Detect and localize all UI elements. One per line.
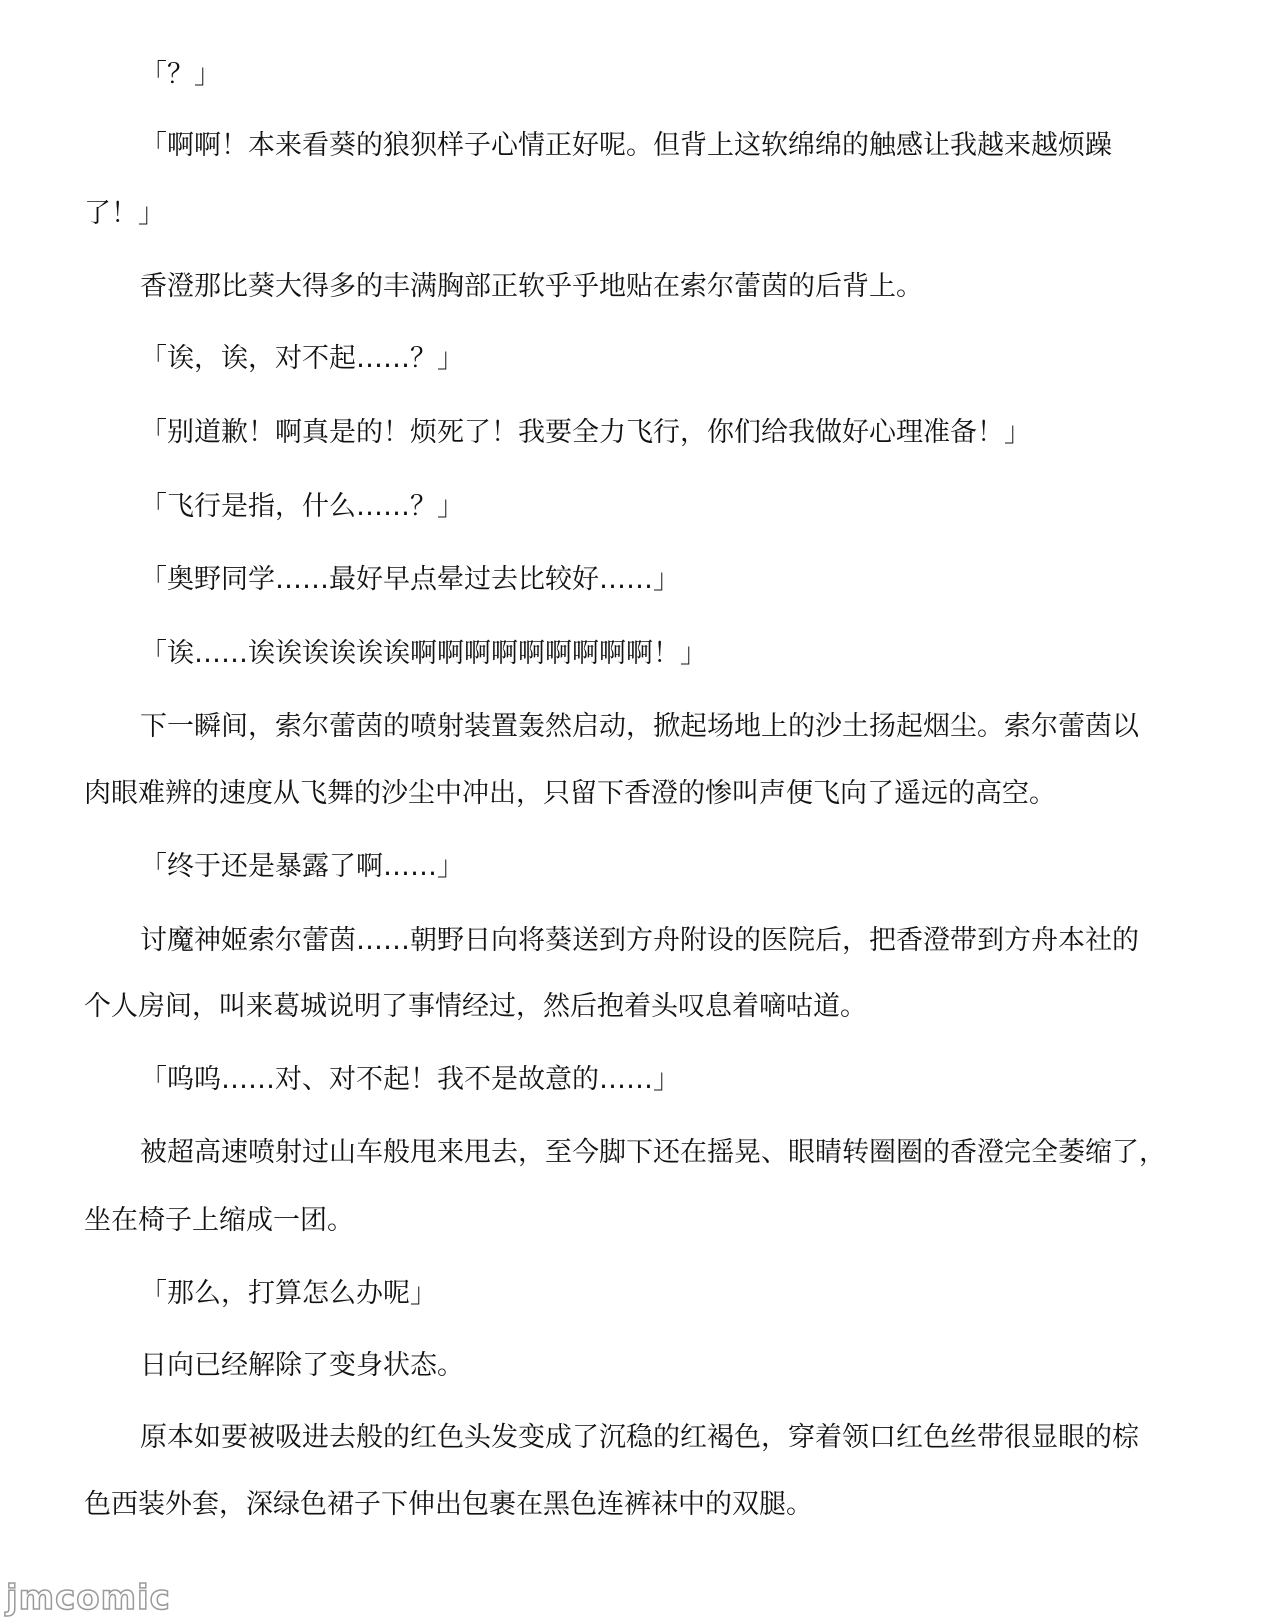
text-line: 「诶……诶诶诶诶诶诶啊啊啊啊啊啊啊啊啊！」 [140, 638, 707, 669]
text-line: 个人房间，叫来葛城说明了事情经过，然后抱着头叹息着嘀咕道。 [84, 991, 867, 1022]
text-line: 了！」 [84, 198, 165, 229]
text-line: 被超高速喷射过山车般甩来甩去，至今脚下还在摇晃、眼睛转圈圈的香澄完全萎缩了， [140, 1137, 1166, 1168]
watermark-logo: jmcomic [6, 1578, 171, 1618]
text-line: 「奥野同学……最好早点晕过去比较好……」 [140, 564, 680, 595]
text-line: 肉眼难辨的速度从飞舞的沙尘中冲出，只留下香澄的惨叫声便飞向了遥远的高空。 [84, 778, 1056, 809]
text-line: 「？」 [140, 59, 221, 90]
text-line: 色西装外套，深绿色裙子下伸出包裹在黑色连裤袜中的双腿。 [84, 1489, 813, 1520]
text-line: 香澄那比葵大得多的丰满胸部正软乎乎地贴在索尔蕾茵的后背上。 [140, 271, 923, 302]
text-line: 原本如要被吸进去般的红色头发变成了沉稳的红褐色，穿着领口红色丝带很显眼的棕 [140, 1422, 1139, 1453]
text-line: 「诶，诶，对不起……？」 [140, 343, 464, 374]
text-line: 坐在椅子上缩成一团。 [84, 1205, 354, 1236]
text-line: 「啊啊！本来看葵的狼狈样子心情正好呢。但背上这软绵绵的触感让我越来越烦躁 [140, 130, 1112, 161]
text-line: 下一瞬间，索尔蕾茵的喷射装置轰然启动，掀起场地上的沙土扬起烟尘。索尔蕾茵以 [140, 711, 1139, 742]
text-line: 「终于还是暴露了啊……」 [140, 851, 464, 882]
text-line: 「呜呜……对、对不起！我不是故意的……」 [140, 1064, 680, 1095]
text-line: 「飞行是指，什么……？」 [140, 491, 464, 522]
text-line: 「别道歉！啊真是的！烦死了！我要全力飞行，你们给我做好心理准备！」 [140, 417, 1031, 448]
text-line: 日向已经解除了变身状态。 [140, 1350, 464, 1381]
text-line: 「那么，打算怎么办呢」 [140, 1278, 437, 1309]
text-line: 讨魔神姬索尔蕾茵……朝野日向将葵送到方舟附设的医院后，把香澄带到方舟本社的 [140, 925, 1139, 956]
